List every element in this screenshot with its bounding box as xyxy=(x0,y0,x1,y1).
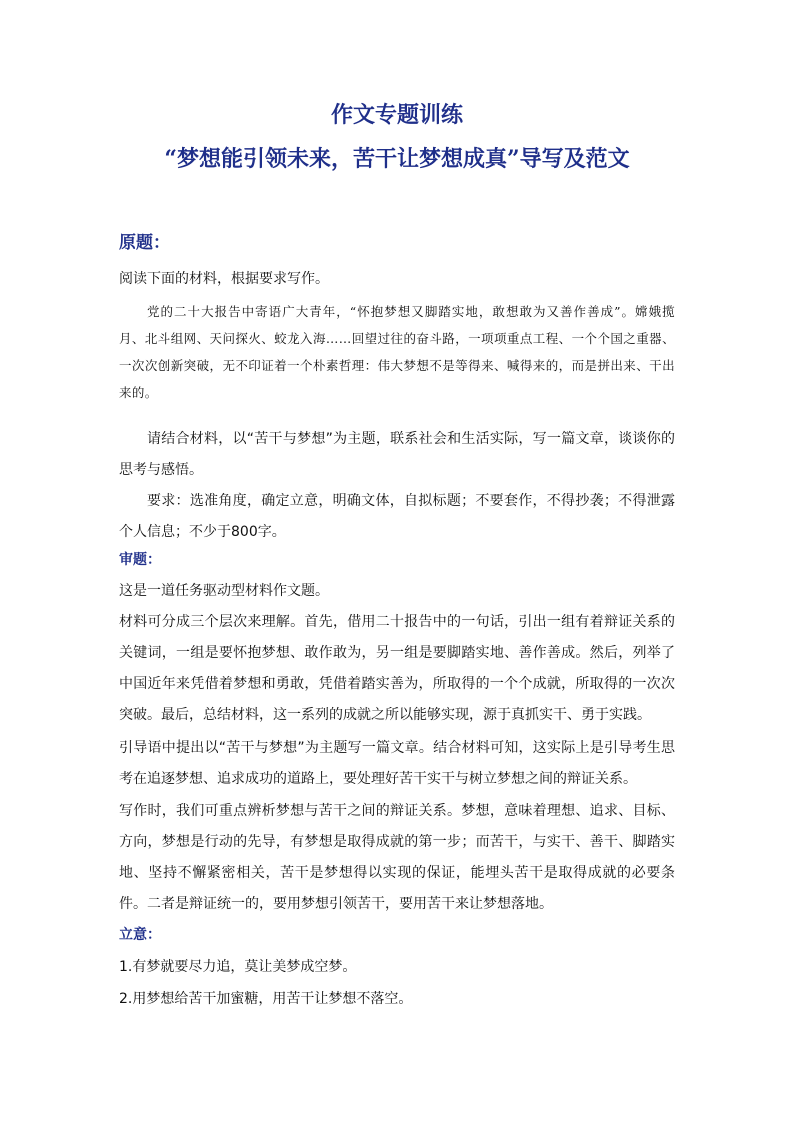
thesis-item-2: 2.用梦想给苦干加蜜糖，用苦干让梦想不落空。 xyxy=(119,991,413,1007)
analysis-paragraph-3: 引导语中提出以“苦干与梦想”为主题写一篇文章。结合材料可知，这实际上是引导考生思考在追逐梦想、追求成功的道路上，要处理好苦干实干与树立梦想之间的辩证关系。 xyxy=(119,740,675,787)
task-text: 请结合材料，以“苦干与梦想”为主题，联系社会和生活实际，写一篇文章，谈谈你的思考与感悟。 xyxy=(119,431,675,478)
analysis-paragraph-1: 这是一道任务驱动型材料作文题。 xyxy=(119,583,329,599)
section-heading-thesis: 立意： xyxy=(119,927,161,943)
section-heading-original: 原题： xyxy=(119,233,170,253)
thesis-item-1: 1.有梦就要尽力追，莫让美梦成空梦。 xyxy=(119,959,357,975)
requirements-text: 要求：选准角度，确定立意，明确文体，自拟标题；不要套作，不得抄袭；不得泄露个人信息；不少于800字。 xyxy=(119,493,675,540)
analysis-paragraph-2: 材料可分成三个层次来理解。首先，借用二十报告中的一句话，引出一组有着辩证关系的关键词，一组是要怀抱梦想、敢作敢为，另一组是要脚踏实地、善作善成。然后，列举了中国近年来凭借着梦想和勇敢，凭借着踏实善为，所取得的一个个成就，所取得的一次次突破。最后，总结材料，这一系列的成就之所以能够实现，源于真抓实干、勇于实践。 xyxy=(119,614,675,723)
doc-title-line1: 作文专题训练 xyxy=(330,102,463,128)
section-heading-analysis: 审题： xyxy=(119,552,161,568)
doc-title-line2: “梦想能引领未来，苦干让梦想成真”导写及范文 xyxy=(164,146,630,172)
analysis-paragraph-4: 写作时，我们可重点辨析梦想与苦干之间的辩证关系。梦想，意味着理想、追求、目标、方向，梦想是行动的先导，有梦想是取得成就的第一步；而苦干，与实干、善干、脚踏实地、坚持不懈紧密相关，苦干是梦想得以实现的保证，能埋头苦干是取得成就的必要条件。二者是辩证统一的，要用梦想引领苦干，要用苦干来让梦想落地。 xyxy=(119,803,675,912)
instruction-text: 阅读下面的材料，根据要求写作。 xyxy=(119,271,329,287)
material-quote: 党的二十大报告中寄语广大青年，“怀抱梦想又脚踏实地，敢想敢为又善作善成”。嫦娥揽月、北斗组网、天问探火、蛟龙入海……回望过往的奋斗路，一项项重点工程、一个个国之重器、一次次创新突破，无不印证着一个朴素哲理：伟大梦想不是等得来、喊得来的，而是拼出来、干出来的。 xyxy=(119,304,675,400)
